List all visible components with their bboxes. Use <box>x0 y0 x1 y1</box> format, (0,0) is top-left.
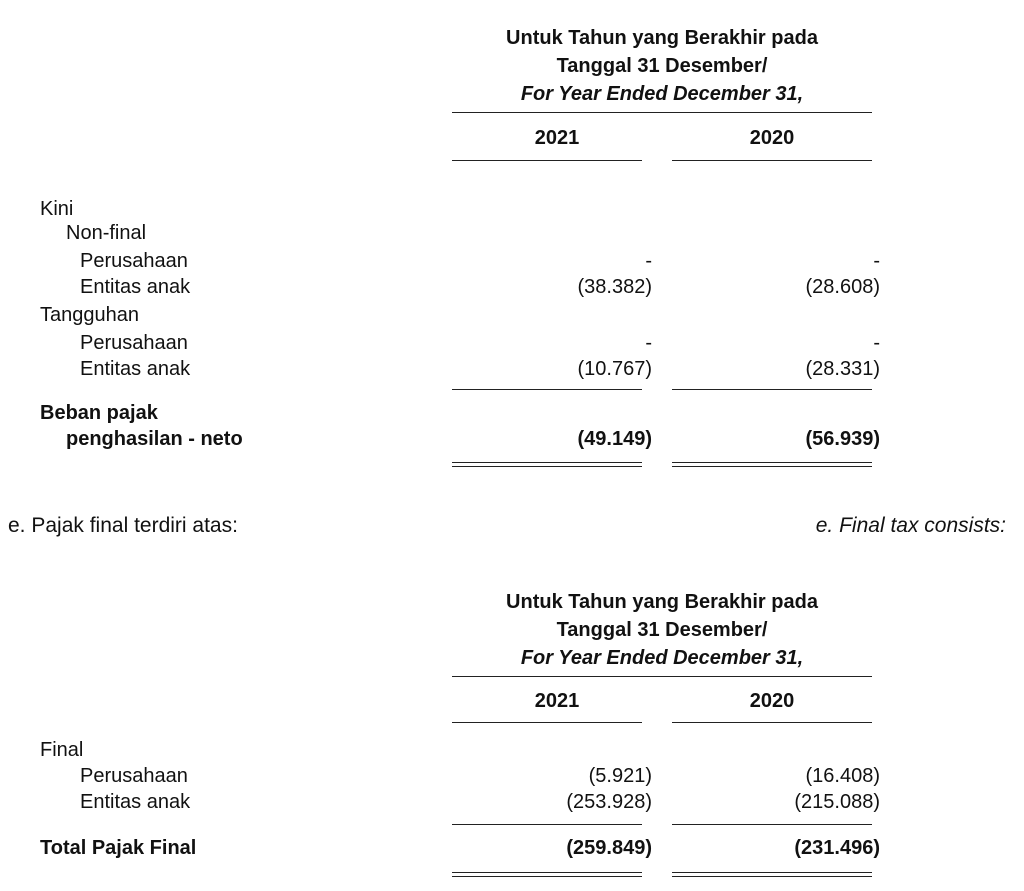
table1-total-double-rule-2021 <box>452 462 642 467</box>
table2-year-rule-2020 <box>672 722 872 723</box>
table2-header-line3: For Year Ended December 31, <box>520 647 804 669</box>
total-beban-2020: (56.939) <box>805 428 880 450</box>
table2-header-line2: Tanggal 31 Desember/ <box>556 619 768 641</box>
row-entitas-anak-2020: (28.608) <box>805 276 880 298</box>
table2-subtotal-rule-2021 <box>452 824 642 825</box>
table1-year-2021: 2021 <box>534 127 580 149</box>
row-final-perusahaan-2020: (16.408) <box>805 765 880 787</box>
row-perusahaan-2020: - <box>873 250 880 272</box>
row-final-entitas-anak-2021: (253.928) <box>566 791 652 813</box>
row-kini-label: Kini <box>40 198 74 220</box>
row-entitas-anak-2021: (38.382) <box>577 276 652 298</box>
row-non-final-label: Non-final <box>66 222 147 244</box>
table2-header-rule <box>452 676 872 677</box>
total-beban-label-line2: penghasilan - neto <box>66 428 243 450</box>
row-tangguhan-label: Tangguhan <box>40 304 139 326</box>
row-perusahaan-deferred-2020: - <box>873 332 880 354</box>
row-entitas-anak-deferred-2020: (28.331) <box>805 358 880 380</box>
table2-year-2020: 2020 <box>749 690 795 712</box>
row-final-perusahaan-2021: (5.921) <box>588 765 652 787</box>
table1-year-2020: 2020 <box>749 127 795 149</box>
total-pajak-final-2020: (231.496) <box>794 837 880 859</box>
note-e-left: e. Pajak final terdiri atas: <box>8 514 238 537</box>
table2-year-2021: 2021 <box>534 690 580 712</box>
row-perusahaan-2021: - <box>645 250 652 272</box>
table2-header <box>452 588 872 672</box>
table1-header <box>452 24 872 108</box>
table2-year-rule-2021 <box>452 722 642 723</box>
total-beban-label-line1: Beban pajak <box>40 402 158 424</box>
table1-total-double-rule-2020 <box>672 462 872 467</box>
row-final-entitas-anak-label: Entitas anak <box>80 791 191 813</box>
table1-header-line3: For Year Ended December 31, <box>520 83 804 105</box>
total-beban-2021: (49.149) <box>577 428 652 450</box>
table1-subtotal-rule-2020 <box>672 389 872 390</box>
row-perusahaan-label: Perusahaan <box>80 250 188 272</box>
table2-header-line1: Untuk Tahun yang Berakhir pada <box>506 591 818 613</box>
table1-header-rule <box>452 112 872 113</box>
table2-total-double-rule-2021 <box>452 872 642 877</box>
table1-year-rule-2020 <box>672 160 872 161</box>
row-entitas-anak-deferred-2021: (10.767) <box>577 358 652 380</box>
row-final-perusahaan-label: Perusahaan <box>80 765 188 787</box>
table1-year-rule-2021 <box>452 160 642 161</box>
row-perusahaan-deferred-label: Perusahaan <box>80 332 188 354</box>
row-perusahaan-deferred-2021: - <box>645 332 652 354</box>
table2-total-double-rule-2020 <box>672 872 872 877</box>
table2-subtotal-rule-2020 <box>672 824 872 825</box>
total-pajak-final-label: Total Pajak Final <box>40 837 197 859</box>
row-entitas-anak-label: Entitas anak <box>80 276 191 298</box>
row-final-entitas-anak-2020: (215.088) <box>794 791 880 813</box>
total-pajak-final-2021: (259.849) <box>566 837 652 859</box>
table1-header-line2: Tanggal 31 Desember/ <box>556 55 768 77</box>
table1-subtotal-rule-2021 <box>452 389 642 390</box>
row-final-label: Final <box>40 739 84 761</box>
table1-header-line1: Untuk Tahun yang Berakhir pada <box>506 27 818 49</box>
note-e-right: e. Final tax consists: <box>815 514 1006 537</box>
row-entitas-anak-deferred-label: Entitas anak <box>80 358 191 380</box>
